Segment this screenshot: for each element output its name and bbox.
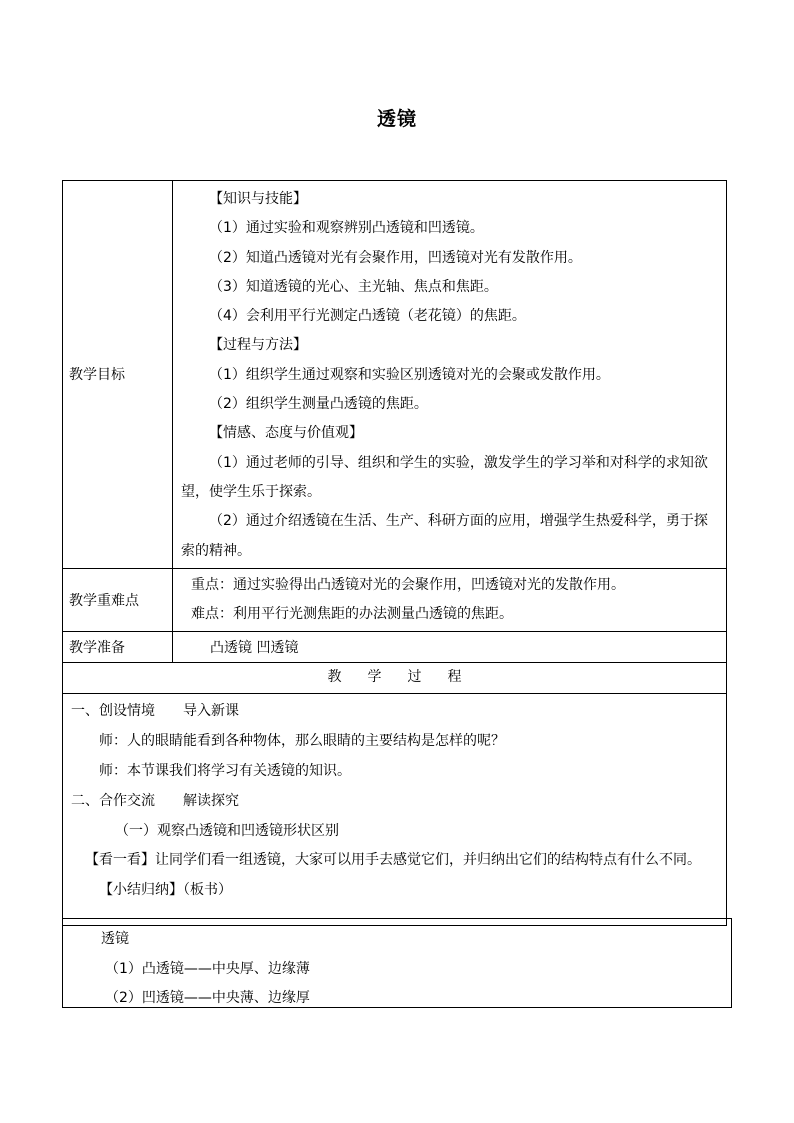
key-points-row <box>63 568 727 632</box>
step-one-subtitle: 导入新课 <box>183 703 239 720</box>
objectives-content <box>173 181 727 569</box>
sub-step-one: （一）观察凸透镜和凹透镜形状区别 <box>115 822 339 839</box>
step-one-title: 一、创设情境 <box>71 703 155 720</box>
summary-note: （板书） <box>183 882 232 899</box>
preparation-label: 教学准备 <box>63 632 173 663</box>
knowledge-heading: 【知识与技能】 <box>209 191 307 207</box>
step-two <box>71 787 718 817</box>
preparation-row <box>63 632 727 663</box>
knowledge-item: （3）知道透镜的光心、主光轴、焦点和焦距。 <box>209 278 498 295</box>
summary-box <box>62 918 732 1008</box>
knowledge-item: （1）通过实验和观察辨别凸透镜和凹透镜。 <box>209 220 484 237</box>
lesson-table <box>62 180 727 926</box>
process-item: （1）组织学生通过观察和实验区别透镜对光的会聚或发散作用。 <box>209 366 610 383</box>
emotion-item: （1）通过老师的引导、组织和学生的实验，激发学生的学习举和对科学的求知欲望，使学生乐于探索。 <box>181 454 708 500</box>
key-points-content <box>173 568 727 632</box>
knowledge-item: （4）会利用平行光测定凸透镜（老花镜）的焦距。 <box>209 308 526 325</box>
process-content <box>63 694 727 926</box>
look-paragraph <box>71 846 718 876</box>
preparation-value: 凸透镜 凹透镜 <box>173 632 727 663</box>
process-header: 教学过程 <box>63 663 727 694</box>
objectives-label: 教学目标 <box>63 181 173 569</box>
summary-title: 透镜 <box>101 931 129 947</box>
emotion-item: （2）通过介绍透镜在生活、生产、科研方面的应用，增强学生热爱科学，勇于探索的精神。 <box>181 513 708 559</box>
teacher-line: 师：本节课我们将学习有关透镜的知识。 <box>99 763 351 780</box>
key-points-label: 教学重难点 <box>63 568 173 632</box>
look-text: 让同学们看一组透镜，大家可以用手去感觉它们，并归纳出它们的结构特点有什么不同。 <box>155 852 701 869</box>
step-two-subtitle: 解读探究 <box>183 792 239 809</box>
difficulty-point: 难点：利用平行光测焦距的办法测量凸透镜的焦距。 <box>191 606 513 623</box>
step-two-title: 二、合作交流 <box>71 792 155 809</box>
objectives-row <box>63 181 727 569</box>
emotion-heading: 【情感、态度与价值观】 <box>209 425 363 442</box>
step-one <box>71 697 718 727</box>
summary-item: （1）凸透镜——中央厚、边缘薄 <box>105 960 310 977</box>
page-title: 透镜 <box>376 108 417 130</box>
focus-point: 重点：通过实验得出凸透镜对光的会聚作用，凹透镜对光的发散作用。 <box>191 576 625 593</box>
process-row <box>63 694 727 926</box>
summary-tag: 【小结归纳】 <box>99 882 183 899</box>
process-heading: 【过程与方法】 <box>209 337 307 354</box>
look-tag: 【看一看】 <box>85 852 155 869</box>
knowledge-item: （2）知道凸透镜对光有会聚作用，凹透镜对光有发散作用。 <box>209 249 582 266</box>
summary-item: （2）凹透镜——中央薄、边缘厚 <box>105 990 310 1006</box>
process-header-row <box>63 663 727 694</box>
teacher-line: 师：人的眼睛能看到各种物体，那么眼睛的主要结构是怎样的呢？ <box>99 733 505 750</box>
summary-heading <box>71 876 718 906</box>
process-item: （2）组织学生测量凸透镜的焦距。 <box>209 396 428 413</box>
